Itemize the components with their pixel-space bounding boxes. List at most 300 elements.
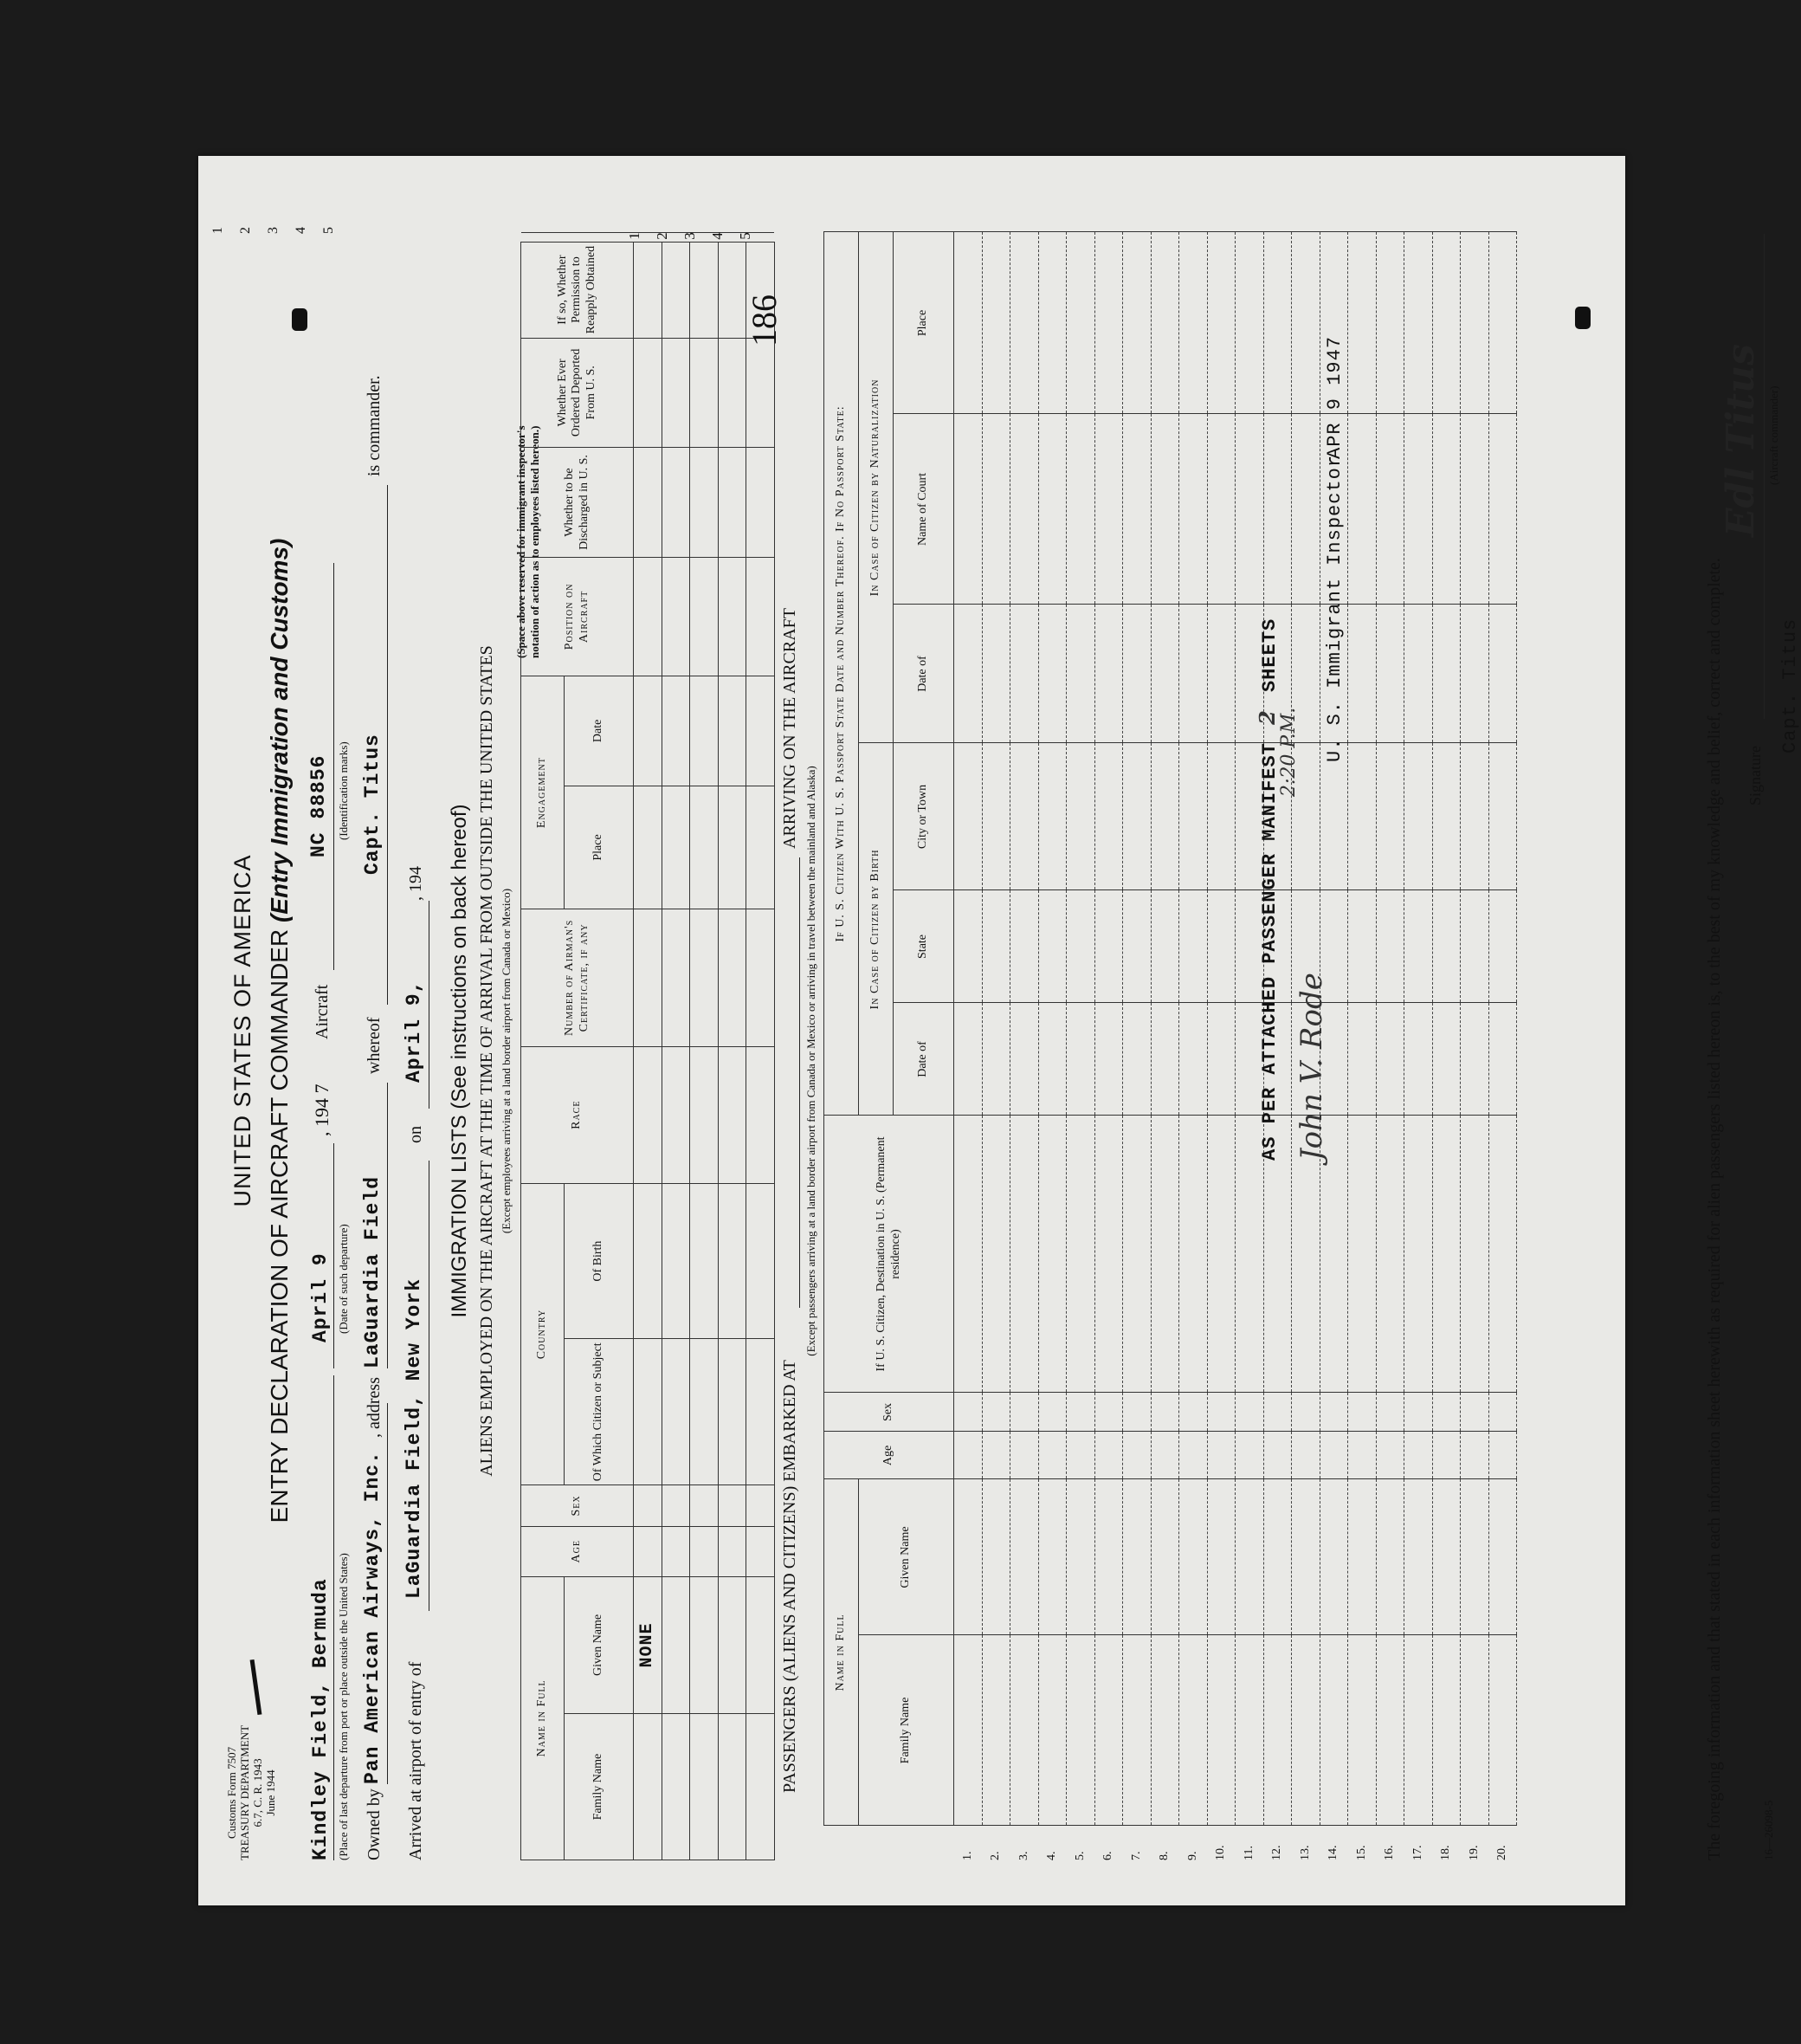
col-age: Age [521,1526,634,1576]
passenger-cell [954,1432,983,1479]
col-reapply: If so, Whether Permission to Reapply Obtained [521,242,634,338]
passenger-cell [1488,1432,1517,1479]
passenger-cell [1179,232,1208,414]
margin-number: 3 [266,227,281,234]
passenger-row [1094,232,1123,1860]
passenger-cell [1010,232,1039,414]
passenger-cell [1094,1635,1123,1826]
passenger-cell [1038,890,1067,1003]
arrival-airport: LaGuardia Field, New York [403,1278,425,1599]
passenger-rows [954,232,1517,1860]
signer-name: Capt. Titus [1779,618,1801,754]
passenger-cell [1207,414,1236,605]
passenger-cell [982,1393,1010,1432]
passenger-cell [982,414,1010,605]
passenger-cell [1461,1635,1489,1826]
signature-caption: (Aircraft commander) [1767,385,1780,485]
passenger-cell [1010,1393,1039,1432]
passenger-cell [1404,1116,1433,1393]
passenger-cell [954,743,983,890]
passenger-cell [982,605,1010,743]
margin-number: 5 [321,227,336,234]
passenger-cell [1151,743,1179,890]
passenger-row-number: 1. [960,1851,974,1860]
passengers-subheading: (Except passengers arriving at a land border airport from Canada or Mexico or arriving in travel between the mainland and Alaska) [804,766,817,1356]
alien-row [662,233,690,1860]
passenger-cell [1067,414,1095,605]
passenger-cell [1488,1635,1517,1826]
departure-place-caption: (Place of last departure from port or place outside the United States) [337,1553,350,1860]
passenger-cell [1461,890,1489,1003]
passenger-cell [1320,1393,1348,1432]
pcol-passport-note: If U. S. Citizen With U. S. Passport State Date and Number Thereof. If No Passport State: [824,232,859,1116]
passenger-cell [1376,1432,1404,1479]
pcol-family-name: Family Name [859,1635,954,1826]
passenger-row [1432,232,1461,1860]
passenger-cell [1236,232,1264,414]
passenger-cell [1236,1635,1264,1826]
form-date: June 1944 [263,1769,277,1816]
passenger-cell [1376,1635,1404,1826]
pcol-by-birth: In Case of Citizen by Birth [859,743,894,1116]
passenger-cell [1292,1635,1320,1826]
passenger-cell [1461,743,1489,890]
passenger-cell [1010,743,1039,890]
passenger-cell [1236,1393,1264,1432]
owner-address: LaGuardia Field [361,1175,384,1368]
commander-name: Capt. Titus [361,734,384,875]
passenger-cell [1263,1432,1292,1479]
arrival-date: April 9, [403,980,425,1083]
passenger-cell [1038,1635,1067,1826]
passenger-cell [1094,1003,1123,1116]
passenger-cell [1263,1393,1292,1432]
owner-name: Pan American Airways, Inc. [361,1451,384,1784]
passenger-cell [1094,1479,1123,1635]
passenger-cell [1432,890,1461,1003]
passenger-cell [982,232,1010,414]
passenger-cell [1488,1116,1517,1393]
passenger-cell [1067,1003,1095,1116]
passenger-row-number: 6. [1101,1851,1115,1860]
passenger-cell [1010,1003,1039,1116]
col-deported: Whether Ever Ordered Deported From U. S. [521,338,634,448]
arrival-on-label: on [406,1126,425,1143]
col-citizen-of: Of Which Citizen or Subject [565,1339,634,1485]
aliens-heading: ALIENS EMPLOYED ON THE AIRCRAFT AT THE TIME OF ARRIVAL FROM OUTSIDE THE UNITED STATES [477,645,496,1477]
passenger-row-number: 10. [1214,1845,1228,1860]
passenger-row-number: 12. [1270,1845,1284,1860]
passenger-cell [1010,1116,1039,1393]
passenger-cell [1179,1479,1208,1635]
alien-given-name-none: NONE [634,1576,662,1713]
passenger-cell [1432,743,1461,890]
passenger-cell [954,605,983,743]
alien-row [690,233,719,1860]
passenger-row [1123,232,1152,1860]
passenger-row [1488,232,1517,1860]
passenger-cell [1376,414,1404,605]
passenger-row-number: 7. [1129,1851,1143,1860]
passenger-row-number: 14. [1327,1845,1340,1860]
pcol-by-naturalization: In Case of Citizen by Naturalization [859,232,894,743]
passenger-cell [1376,1003,1404,1116]
passenger-cell [1038,1479,1067,1635]
passenger-cell [1404,1635,1433,1826]
col-of-birth: Of Birth [565,1183,634,1338]
rotated-document [198,156,1801,1905]
manifest-note-text: AS PER ATTACHED PASSENGER MANIFEST [1259,742,1281,1161]
passenger-row-number: 3. [1017,1851,1030,1860]
passenger-cell [1123,605,1152,743]
passenger-cell [982,1479,1010,1635]
passenger-cell [1404,1432,1433,1479]
passenger-cell [1038,605,1067,743]
passenger-cell [1320,743,1348,890]
passenger-cell [1207,232,1236,414]
passenger-cell [1404,743,1433,890]
passenger-cell [1292,414,1320,605]
row-number-column [521,233,775,243]
passenger-cell [1376,1479,1404,1635]
passengers-heading-right: ARRIVING ON THE AIRCRAFT [780,608,799,849]
passenger-cell [1432,1635,1461,1826]
passenger-row-number: 9. [1185,1851,1199,1860]
passenger-cell [1179,1116,1208,1393]
passenger-cell [1123,1003,1152,1116]
pcol-court: Name of Court [894,414,954,605]
passenger-cell [1263,414,1292,605]
passenger-cell [1263,1479,1292,1635]
passenger-cell [1432,605,1461,743]
pcol-city: City or Town [894,743,954,890]
passenger-cell [1179,1393,1208,1432]
passenger-cell [1207,1116,1236,1393]
passenger-row-number: 11. [1242,1846,1256,1860]
passenger-row [1348,232,1377,1860]
alien-row [718,233,746,1860]
passenger-cell [1488,414,1517,605]
passenger-cell [954,1635,983,1826]
passenger-cell [1348,743,1377,890]
passenger-cell [1207,743,1236,890]
passenger-cell [1292,1479,1320,1635]
passenger-cell [1067,743,1095,890]
passenger-cell [1179,1432,1208,1479]
passenger-cell [1461,1432,1489,1479]
passenger-cell [954,232,983,414]
passenger-cell [1376,605,1404,743]
passenger-row-number: 13. [1298,1845,1312,1860]
passenger-cell [1461,1479,1489,1635]
passenger-cell [1207,1432,1236,1479]
passenger-cell [1432,1116,1461,1393]
passenger-row [1376,232,1404,1860]
passenger-cell [982,1116,1010,1393]
passenger-cell [1432,1432,1461,1479]
passenger-cell [1348,232,1377,414]
passenger-row-number: 15. [1354,1845,1368,1860]
passenger-cell [1320,1432,1348,1479]
owner-label: Owned by [365,1788,384,1860]
alien-row [746,233,775,1860]
passenger-cell [1404,605,1433,743]
col-given-name: Given Name [565,1576,634,1713]
arrival-label: Arrived at airport of entry of [406,1661,425,1860]
passenger-cell [1488,1393,1517,1432]
passenger-row [982,232,1010,1860]
passenger-cell [1461,1393,1489,1432]
passenger-cell [1010,605,1039,743]
passenger-cell [1123,232,1152,414]
passenger-cell [1123,1393,1152,1432]
passenger-cell [1067,232,1095,414]
passenger-cell [982,1432,1010,1479]
passenger-cell [1094,605,1123,743]
passenger-cell [1067,1479,1095,1635]
pcol-sex: Sex [824,1393,954,1432]
passenger-cell [1292,1393,1320,1432]
passenger-cell [1348,605,1377,743]
departure-place: Kindley Field, Bermuda [309,1578,332,1860]
passenger-cell [1348,1003,1377,1116]
passenger-cell [1348,414,1377,605]
manifest-count: 2 [1255,709,1280,725]
passenger-cell [954,414,983,605]
passenger-cell [1404,1003,1433,1116]
passenger-cell [1376,232,1404,414]
passenger-cell [1151,1432,1179,1479]
passenger-cell [1488,743,1517,890]
passenger-cell [1010,414,1039,605]
aircraft-caption: (Identification marks) [337,741,350,840]
passenger-row [1010,232,1039,1860]
passengers-heading: PASSENGERS (ALIENS AND CITIZENS) EMBARKED AT [780,1360,799,1793]
passenger-cell [1207,1003,1236,1116]
passenger-cell [1094,414,1123,605]
passenger-cell [1151,414,1179,605]
passenger-cell [1461,605,1489,743]
passenger-cell [1348,890,1377,1003]
passenger-cell [1067,1393,1095,1432]
inspector-line: U. S. Immigrant Inspector [1324,454,1346,762]
departure-date: April 9 [309,1252,332,1342]
passenger-cell [1376,1116,1404,1393]
passenger-cell [1432,1003,1461,1116]
passenger-row-number: 5. [1073,1851,1087,1860]
passenger-cell [1151,1003,1179,1116]
manifest-sheets: SHEETS [1259,618,1281,693]
form-number: Customs Form 7507 [225,1746,238,1840]
passenger-cell [1123,1432,1152,1479]
whereof-label: whereof [365,1017,384,1074]
col-airman-cert: Number of Airman's Certificate, if any [521,909,634,1046]
passenger-cell [1038,1432,1067,1479]
passenger-cell [982,1003,1010,1116]
passenger-cell [1179,890,1208,1003]
passenger-row-number: 20. [1495,1845,1509,1860]
passenger-cell [1376,1393,1404,1432]
col-discharged: Whether to be Discharged in U. S. [521,448,634,558]
pcol-place: Place [894,232,954,414]
passenger-cell [1067,1432,1095,1479]
passenger-cell [1038,1003,1067,1116]
col-name-in-full: Name in Full [521,1576,565,1860]
pcol-name-in-full: Name in Full [824,1479,859,1826]
col-eng-date: Date [565,676,634,786]
passenger-row [1179,232,1208,1860]
passenger-cell [1067,890,1095,1003]
departure-date-caption: (Date of such departure) [337,1224,350,1334]
passenger-cell [954,1393,983,1432]
passenger-cell [1207,1393,1236,1432]
passenger-cell [954,890,983,1003]
col-eng-place: Place [565,786,634,909]
inspector-date: APR 9 1947 [1324,335,1346,459]
form-code: 16—26098-5 [1762,1800,1775,1860]
passenger-cell [1123,414,1152,605]
signature-label: Signature [1746,746,1764,805]
passenger-cell [1488,1003,1517,1116]
row-number: 1 [625,232,642,240]
passenger-cell [1207,605,1236,743]
passenger-row [1038,232,1067,1860]
passenger-cell [1432,414,1461,605]
manifest-note [1255,618,1281,1161]
passenger-cell [1263,1635,1292,1826]
passenger-row [1461,232,1489,1860]
ink-blot [292,308,307,331]
passenger-cell [1179,1003,1208,1116]
passenger-cell [1151,1116,1179,1393]
col-family-name: Family Name [565,1714,634,1860]
passenger-cell [1010,890,1039,1003]
passenger-cell [1179,743,1208,890]
passenger-cell [1151,1635,1179,1826]
passenger-cell [1038,232,1067,414]
passenger-cell [1292,1432,1320,1479]
passenger-cell [1348,1393,1377,1432]
immigration-heading: IMMIGRATION LISTS (See instructions on back hereof) [448,804,471,1318]
passenger-cell [1038,414,1067,605]
passenger-cell [1038,1393,1067,1432]
pcol-given-name: Given Name [859,1479,954,1635]
margin-number: 4 [294,227,308,234]
passenger-cell [1010,1479,1039,1635]
passenger-cell [1404,414,1433,605]
pcol-age: Age [824,1432,954,1479]
row-number: 2 [653,232,670,240]
owner-address-label: , address [365,1377,384,1438]
arrival-time-note: 2:20 P.M. [1278,707,1300,797]
passenger-row-number: 16. [1383,1845,1397,1860]
passenger-cell [1461,414,1489,605]
title-sub: (Entry Immigration and Customs) [266,538,293,923]
passenger-cell [954,1003,983,1116]
passenger-row [1404,232,1433,1860]
passenger-cell [1404,890,1433,1003]
reserved-note-line-2: notation of action as to employees listed hereon.) [527,425,541,658]
passenger-cell [1123,1635,1152,1826]
commander-signature: Edl Titus [1719,344,1763,537]
passenger-cell [1263,232,1292,414]
passenger-cell [1488,605,1517,743]
pcol-birth-date: Date of [894,1003,954,1116]
passenger-cell [1236,1432,1264,1479]
passenger-cell [1038,743,1067,890]
form-department: TREASURY DEPARTMENT [237,1724,251,1860]
passenger-cell [1067,1635,1095,1826]
passenger-row-number: 2. [989,1851,1003,1860]
aliens-subheading: (Except employees arriving at a land border airport from Canada or Mexico) [500,888,513,1234]
passenger-cell [1404,232,1433,414]
passenger-cell [1010,1432,1039,1479]
passenger-cell [1348,1116,1377,1393]
passenger-cell [1179,414,1208,605]
passenger-cell [1236,414,1264,605]
pcol-state: State [894,890,954,1003]
passenger-cell [1067,1116,1095,1393]
pcol-destination: If U. S. Citizen, Destination in U. S. (Permanent residence) [824,1116,954,1393]
passenger-cell [1292,232,1320,414]
col-engagement: Engagement [521,676,565,909]
passengers-table [823,231,1517,1860]
passenger-row-number: 17. [1410,1845,1424,1860]
passenger-cell [1348,1635,1377,1826]
title-country: UNITED STATES OF AMERICA [229,854,255,1207]
title-main [263,156,294,1905]
passenger-cell [1010,1635,1039,1826]
passenger-cell [1094,1432,1123,1479]
passenger-cell [1094,890,1123,1003]
passenger-cell [954,1479,983,1635]
passenger-cell [1123,1116,1152,1393]
passenger-cell [1151,605,1179,743]
passenger-cell [1151,1479,1179,1635]
passenger-cell [1348,1479,1377,1635]
aliens-table [520,232,775,1860]
passenger-row [954,232,983,1860]
passenger-cell [1432,232,1461,414]
passenger-cell [1179,605,1208,743]
passenger-cell [1123,1479,1152,1635]
passenger-cell [1094,743,1123,890]
passenger-cell [1488,890,1517,1003]
passenger-cell [1207,1479,1236,1635]
row-number: 4 [708,232,726,240]
passenger-cell [1123,890,1152,1003]
passenger-cell [1151,890,1179,1003]
passenger-cell [1404,1393,1433,1432]
is-commander-label: is commander. [365,375,384,476]
passenger-cell [1432,1393,1461,1432]
declaration-text: The foregoing information and that stated in each information sheet herewith as required for alien passengers listed hereon is, to the best of my knowledge and belief, correct and complete. [1705,558,1724,1860]
passenger-cell [1207,890,1236,1003]
passenger-cell [1094,1393,1123,1432]
passenger-row-number: 19. [1467,1845,1481,1860]
pcol-nat-date: Date of [894,605,954,743]
passenger-cell [1207,1635,1236,1826]
passenger-cell [982,890,1010,1003]
row-number: 5 [736,232,753,240]
passenger-cell [1236,1479,1264,1635]
passenger-row [1151,232,1179,1860]
passenger-cell [1488,232,1517,414]
col-sex: Sex [521,1485,634,1527]
passenger-cell [954,1116,983,1393]
form-sheet [198,156,1801,1905]
reserved-note-line-1: (Space above reserved for immigrant inspector's [514,425,527,658]
